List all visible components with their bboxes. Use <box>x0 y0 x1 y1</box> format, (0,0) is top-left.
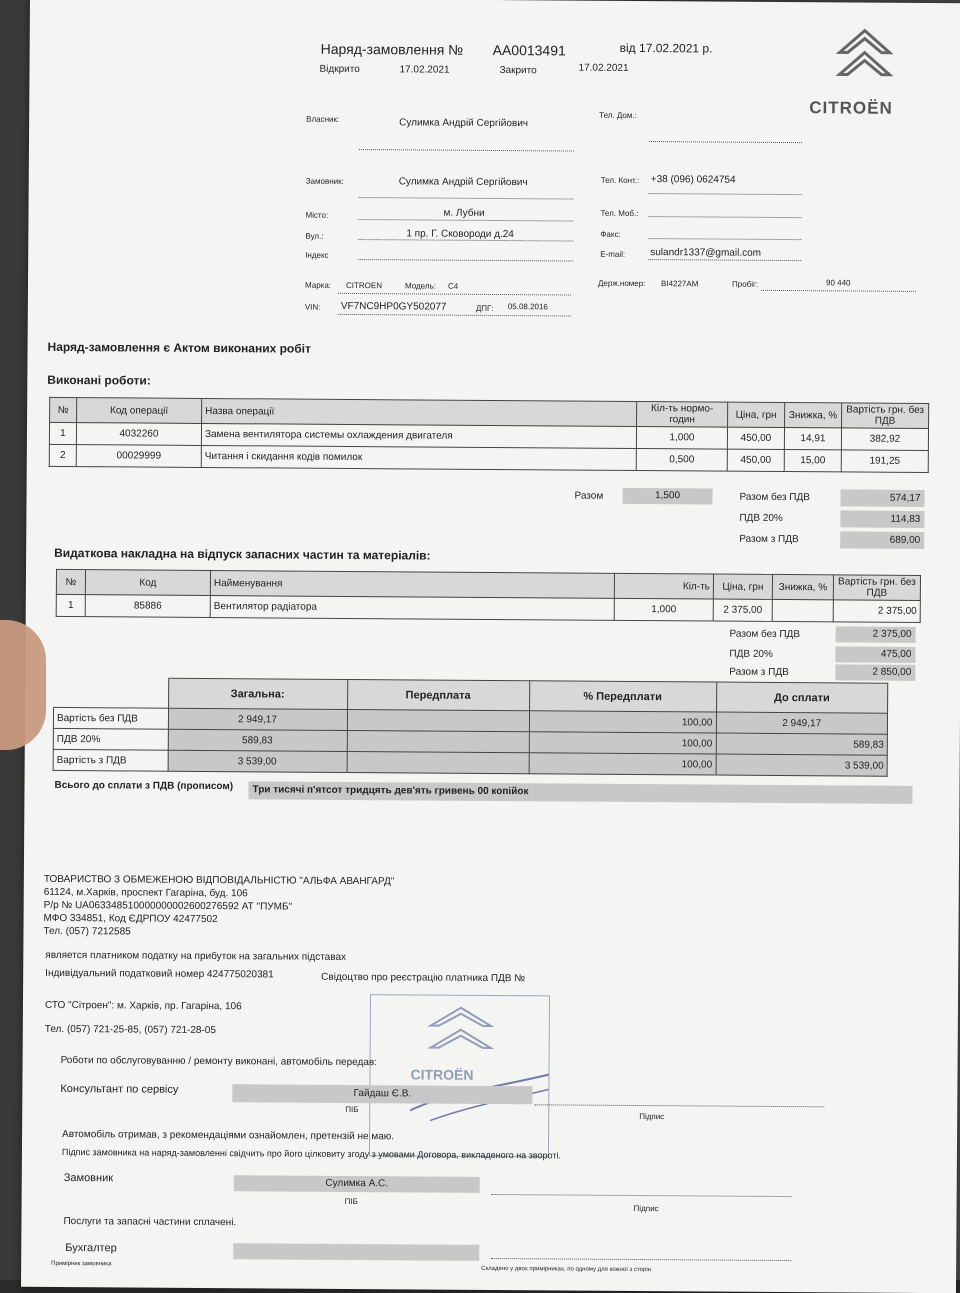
cell: 4032260 <box>76 423 201 446</box>
works-with-vat-label: Разом з ПДВ <box>739 533 799 546</box>
cell: 1,000 <box>614 598 713 621</box>
tel-home-label: Тел. Дом.: <box>599 110 637 120</box>
owner-value: Сулимка Андрій Сергійович <box>399 117 529 130</box>
tax-status: является платником податку на прибуток на загальних підставах <box>45 949 347 963</box>
works-no-vat-label: Разом без ПДВ <box>739 491 811 504</box>
company-stamp <box>369 994 550 1157</box>
mileage-value: 90 440 <box>826 278 851 288</box>
order-title: Наряд-замовлення № <box>320 40 464 58</box>
footer-right: Складено у двох примірниках, по одному для кожної з сторін <box>481 1265 652 1274</box>
cell <box>347 751 529 773</box>
parts-no-vat-label: Разом без ПДВ <box>729 628 801 641</box>
cell: 2 949,17 <box>168 708 347 730</box>
email-line <box>648 259 801 261</box>
plate-label: Держ.номер: <box>597 278 646 289</box>
works-header: № <box>50 397 77 422</box>
works-with-vat: 689,00 <box>840 531 924 549</box>
works-header: Ціна, грн <box>728 402 785 427</box>
make-value: CITROEN <box>345 280 383 291</box>
mileage-label: Пробіг: <box>731 279 759 289</box>
parts-table <box>56 569 921 623</box>
cell: 450,00 <box>727 449 784 471</box>
make-line <box>338 293 571 296</box>
street-line <box>358 239 573 242</box>
works-vat: 114,83 <box>840 510 924 528</box>
consultant-signature-line <box>534 1104 824 1107</box>
email-value: sulandr1337@gmail.com <box>650 247 762 259</box>
parts-with-vat-label: Разом з ПДВ <box>729 666 789 679</box>
cell: 85886 <box>85 595 210 618</box>
table-row <box>53 749 887 776</box>
parts-header: Вартість грн. без ПДВ <box>833 575 920 601</box>
parts-vat-label: ПДВ 20% <box>729 648 773 660</box>
tel-mob-line <box>648 216 801 218</box>
closed-date: 17.02.2021 <box>578 62 629 74</box>
street-label: Вул.: <box>305 231 324 241</box>
order-date: від 17.02.2021 р. <box>619 40 713 56</box>
consultant-label: Консультант по сервісу <box>60 1082 179 1096</box>
customer-sign-name: Сулимка А.С. <box>234 1175 480 1193</box>
consultant-signature-label: Підпис <box>639 1112 665 1122</box>
city-line <box>358 219 573 222</box>
company-tel: Тел. (057) 7212585 <box>43 925 131 938</box>
street-value: 1 пр. Г. Сковороди д.24 <box>406 228 514 241</box>
works-table <box>49 397 929 473</box>
parts-header: Знижка, % <box>772 574 833 599</box>
company-address: 61124, м.Харків, проспект Гагаріна, буд. 106 <box>43 886 248 900</box>
cell: 100,00 <box>529 732 716 754</box>
owner-line <box>359 149 574 152</box>
company-mfo: МФО 334851, Код ЄДРПОУ 42477502 <box>43 912 218 926</box>
customer-signature-line <box>492 1194 792 1197</box>
works-header: Знижка, % <box>785 403 842 428</box>
cell: 00029999 <box>76 445 201 468</box>
works-no-vat: 574,17 <box>840 489 924 507</box>
summary-header: Загальна: <box>168 678 347 709</box>
plate-value: BI4227AM <box>660 279 699 289</box>
customer-value: Сулимка Андрій Сергійович <box>398 176 528 189</box>
closed-label: Закрито <box>499 65 537 77</box>
parts-header: Ціна, грн <box>713 574 772 599</box>
vin-value: VF7NC9HP0GY502077 <box>340 300 447 313</box>
city-label: Місто: <box>305 210 329 220</box>
cell: 100,00 <box>529 753 716 775</box>
cell: 100,00 <box>529 711 716 733</box>
customer-label: Замовник: <box>305 176 344 186</box>
cell: 3 539,00 <box>716 754 888 776</box>
parts-header: Код <box>85 570 210 596</box>
handover-note: Роботи по обслуговуванню / ремонту виконані, автомобіль передав: <box>60 1054 378 1069</box>
parts-header: Найменування <box>210 571 614 599</box>
cell: 3 539,00 <box>168 750 347 772</box>
cell: 589,83 <box>168 729 347 751</box>
summary-header <box>54 677 169 708</box>
tel-contact-value: +38 (096) 0624754 <box>650 174 736 186</box>
dpg-label: ДПГ: <box>475 303 494 313</box>
parts-header: № <box>56 569 85 594</box>
service-station: СТО "Сітроен": м. Харків, пр. Гагаріна, 106 <box>44 999 242 1013</box>
work-order-document <box>21 0 960 1293</box>
email-label: E-mail: <box>600 249 626 259</box>
company-name: ТОВАРИСТВО З ОБМЕЖЕНОЮ ВІДПОВІДАЛЬНІСТЮ "АЛЬФА АВАНГАРД" <box>43 873 395 888</box>
cell: 382,92 <box>841 428 928 451</box>
accountant-signature-line <box>491 1258 791 1261</box>
works-sum-hours: 1,500 <box>622 488 712 505</box>
company-account: Р/р № UA063348510000000002600276592 АТ "ПУМБ" <box>43 899 293 913</box>
works-sum-label: Разом <box>574 490 604 502</box>
amount-in-words: Три тисячі п'ятсот тридцять дев'ять гривень 00 копійок <box>248 781 912 804</box>
cell: 589,83 <box>716 733 888 755</box>
vin-label: VIN: <box>304 302 321 312</box>
summary-table <box>53 677 889 777</box>
footer-left: Примірник замовника <box>51 1260 112 1268</box>
table-row <box>56 594 920 622</box>
cell: ПДВ 20% <box>53 728 168 750</box>
customer-pib-label: ПІБ <box>344 1196 358 1207</box>
cell <box>347 730 529 752</box>
cell: 15,00 <box>784 450 841 472</box>
customer-agreement-note: Підпис замовника на наряд-замовленні свідчить про його цілковиту згоду з умовами Договора, викладеного на звороті. <box>61 1146 562 1161</box>
dpg-value: 05.08.2016 <box>507 302 548 312</box>
city-value: м. Лубни <box>443 207 485 219</box>
act-note: Наряд-замовлення є Актом виконаних робіт <box>47 339 311 356</box>
cell: 2 375,00 <box>713 599 772 621</box>
citroen-logo <box>809 22 940 123</box>
fax-label: Факс: <box>600 229 621 239</box>
accountant-label: Бухгалтер <box>65 1242 117 1255</box>
model-label: Модель: <box>404 281 436 291</box>
works-title: Виконані роботи: <box>47 372 151 388</box>
cell: Читання і скидання кодів помилок <box>201 445 636 470</box>
cell <box>347 709 529 731</box>
works-header: Кіл-ть нормо-годин <box>637 401 728 427</box>
cell <box>772 599 833 621</box>
cell: Вартість без ПДВ <box>53 707 168 729</box>
customer-signature-label: Підпис <box>633 1203 659 1214</box>
works-vat-label: ПДВ 20% <box>739 512 783 525</box>
vat-certificate: Свідоцтво про реєстрацію платника ПДВ № <box>321 971 526 985</box>
cell: 1 <box>56 594 85 616</box>
parts-title: Видаткова накладна на відпуск запасних частин та матеріалів: <box>54 545 431 563</box>
mileage-line <box>761 290 916 292</box>
service-station-tel: Тел. (057) 721-25-85, (057) 721-28-05 <box>44 1023 216 1037</box>
svg-text:CITROËN: CITROËN <box>410 1066 474 1083</box>
fax-line <box>648 238 801 240</box>
works-header: Код операції <box>77 398 202 424</box>
customer-sign-label: Замовник <box>63 1172 114 1185</box>
words-label: Всього до сплати з ПДВ (прописом) <box>54 779 234 793</box>
cell: 2 <box>49 444 76 466</box>
summary-header: % Передплати <box>529 681 716 712</box>
thumb <box>0 620 46 750</box>
cell: 450,00 <box>727 427 784 449</box>
paid-note: Послуги та запасні частини сплачені. <box>63 1215 237 1229</box>
make-label: Марка: <box>304 280 332 290</box>
cell: 1,000 <box>636 426 727 449</box>
cell: Вентилятор радіатора <box>210 596 614 621</box>
parts-vat: 475,00 <box>835 646 915 663</box>
works-header: Назва операції <box>202 398 637 426</box>
cell: 1 <box>49 422 76 444</box>
owner-label: Власник: <box>306 114 340 124</box>
cell: Замена вентилятора системы охлаждения двигателя <box>201 423 636 448</box>
customer-line <box>359 197 574 200</box>
parts-with-vat: 2 850,00 <box>835 664 915 681</box>
opened-date: 17.02.2021 <box>399 64 450 76</box>
cell: 191,25 <box>841 450 928 473</box>
index-line <box>358 259 573 262</box>
tax-id: Індивідуальний податковий номер 424775020381 <box>45 967 274 981</box>
index-label: Індекс <box>305 250 329 260</box>
summary-header: До сплати <box>716 682 888 713</box>
cell: 2 949,17 <box>716 712 888 734</box>
works-header: Вартість грн. без ПДВ <box>842 403 929 429</box>
accountant-name-field <box>233 1243 479 1261</box>
model-value: C4 <box>447 281 459 291</box>
cell: Вартість з ПДВ <box>53 749 168 771</box>
vin-line <box>338 314 571 317</box>
cell: 14,91 <box>784 428 841 450</box>
summary-header: Передплата <box>347 679 529 710</box>
tel-contact-line <box>649 193 802 195</box>
parts-header: Кіл-ть <box>614 573 713 599</box>
cell: 0,500 <box>636 448 727 471</box>
consultant-name: Гайдаш Є.В. <box>232 1084 532 1104</box>
consultant-pib-label: ПІБ <box>345 1104 359 1115</box>
brand-wordmark: CITROËN <box>809 98 893 118</box>
tel-mob-label: Тел. Моб.: <box>600 208 639 218</box>
order-number: AA0013491 <box>492 41 566 59</box>
parts-no-vat: 2 375,00 <box>836 626 916 643</box>
tel-home-line <box>649 141 802 143</box>
tel-contact-label: Тел. Конт.: <box>600 175 640 185</box>
opened-label: Відкрито <box>319 63 360 76</box>
cell: 2 375,00 <box>833 600 920 623</box>
received-note: Автомобіль отримав, з рекомендаціями ознайомлен, претензій не маю. <box>62 1128 395 1143</box>
